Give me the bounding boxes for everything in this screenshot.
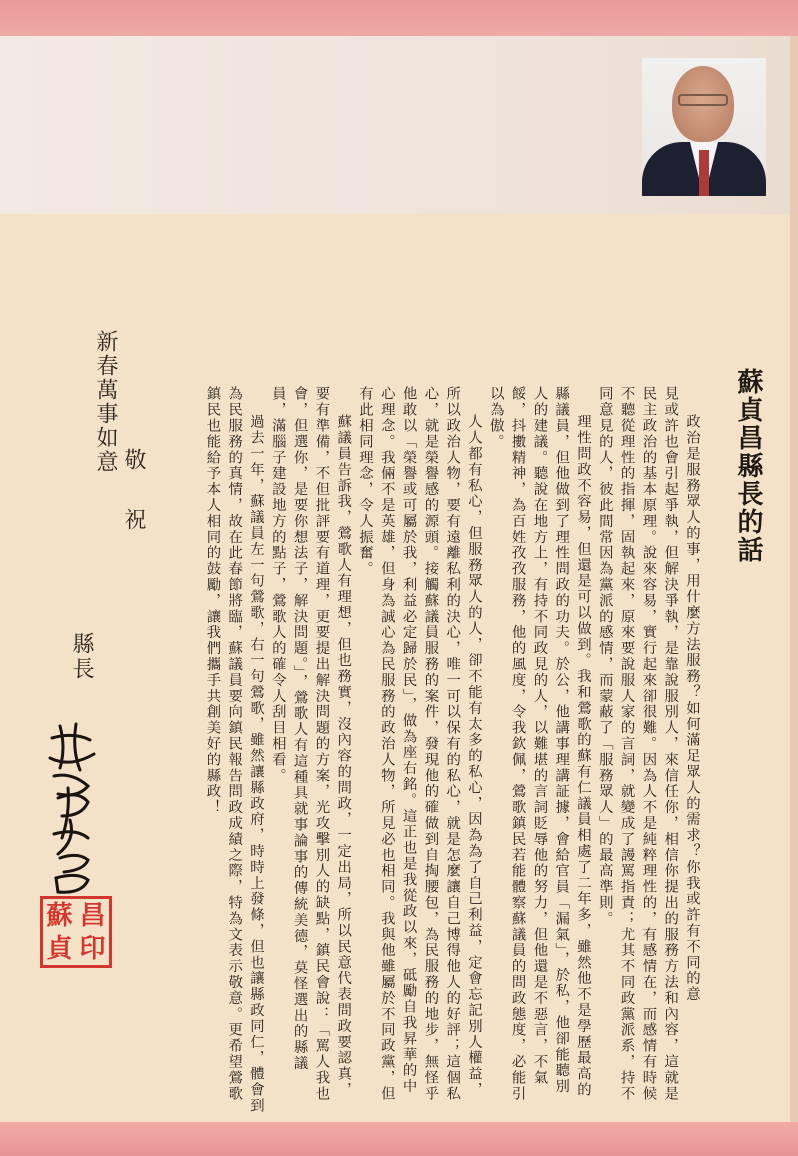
text-column: 人的建議。聽說在地方上，有持不同政見的人，以難堪的言詞貶辱他的努力，但他還是不惡言，不氣 bbox=[531, 386, 548, 1086]
text-column: 會，但選你，是要你想法子，解決問題。」，鶯歌人有這種具就事論事的傳統美德，莫怪選出的縣議 bbox=[291, 386, 308, 1072]
text-column: 要有準備，不但批評要有道理，更要提出解決問題的方案，光攻擊別人的缺點，鎮民會說：「罵人我也 bbox=[313, 386, 330, 1102]
text-column: 他敢以「榮譽或可屬於我，利益必定歸於民」，做為座右銘。這正也是我從政以來，砥勵自我昇華的中 bbox=[400, 386, 417, 1095]
letter-title: 蘇貞昌縣長的話 bbox=[733, 368, 763, 564]
closing-wish: 新春萬事如意 bbox=[93, 330, 118, 474]
text-column: 蘇議員告訴我，鶯歌人有理想，但也務實，沒內容的問政，一定出局，所以民意代表問政要認真， bbox=[335, 414, 352, 1098]
portrait-photo bbox=[642, 58, 766, 196]
text-column: 所以政治人物，要有遠離私利的決心，唯一可以保有的私心，就是怎麼讓自己博得他人的好評；這個私 bbox=[444, 386, 461, 1102]
text-column: 以為傲。 bbox=[487, 386, 504, 450]
top-pink-band bbox=[0, 0, 798, 36]
closing-jing: 敬 bbox=[121, 448, 146, 472]
text-column: 為民服務的真情，故在此春節將臨，蘇議員要向鎮民報告問政成績之際，特為文表示敬意。更希望鶯歌 bbox=[226, 386, 243, 1102]
red-seal: 蘇 昌 貞 印 bbox=[40, 896, 112, 968]
text-column: 見或許也會引起爭執，但解決爭執，是靠說服別人，來信任你，相信你提出的服務方法和內容，這就是 bbox=[662, 386, 679, 1102]
signature-title: 縣長 bbox=[69, 632, 94, 682]
text-column: 民主政治的基本原理。說來容易，實行起來卻很難。因為人不是純粹理性的，有感情在，而感情有時候 bbox=[640, 386, 657, 1102]
text-column: 人人都有私心，但服務眾人的人，卻不能有太多的私心，因為為了自己利益，定會忘記別人權益， bbox=[466, 414, 482, 1098]
text-column: 有此相同理念，令人振奮。 bbox=[357, 386, 373, 577]
text-column: 同意見的人，彼此間常因為黨派的感情，而蒙蔽了「服務眾人」的最高準則。 bbox=[596, 386, 613, 927]
bottom-pink-band bbox=[0, 1122, 798, 1156]
closing-zhu: 祝 bbox=[121, 508, 146, 532]
text-column: 心，就是榮譽感的源頭。接觸蘇議員服務的案件，發現他的確做到自掏腰包，為民服務的地步，無怪乎 bbox=[422, 386, 439, 1102]
text-column: 理性問政不容易，但還是可以做到。我和鶯歌的蘇有仁議員相處了二年多，雖然他不是學歷最高的 bbox=[575, 414, 591, 1098]
text-column: 餒，抖擻精神，為百姓孜孜服務，他的風度，令我欽佩，鶯歌鎮民若能體察蘇議員的問政態度，必能引 bbox=[509, 386, 526, 1102]
text-column: 心理念。我倆不是英雄，但身為誠心為民服務的政治人物，所見必也相同。我與他雖屬於不同政黨，但 bbox=[378, 386, 395, 1102]
text-column: 鎮民也能給予本人相同的鼓勵，讓我們攜手共創美好的縣政！ bbox=[204, 386, 221, 816]
text-column: 不聽從理性的指揮，固執起來，原來要說服人家的言詞，就變成了謾罵指責；尤其不同政黨派系，持不 bbox=[618, 386, 635, 1102]
text-column: 過去一年，蘇議員左一句鶯歌，右一句鶯歌，雖然讓縣政府，時時上發條，但也讓縣政同仁，體會到 bbox=[248, 414, 264, 1114]
text-column: 縣議員，但他做到了理性問政的功夫。於公，他講事理講証據，會給官員「漏氣」，於私，他卻能聽別 bbox=[553, 386, 570, 1095]
text-column: 員，滿腦子建設地方的點子，鶯歌人的確令人刮目相看。 bbox=[269, 386, 286, 784]
text-column: 政治是服務眾人的事，用什麼方法服務？如何滿足眾人的需求？你我或許有不同的意 bbox=[684, 414, 700, 1003]
handwritten-signature bbox=[40, 718, 100, 898]
